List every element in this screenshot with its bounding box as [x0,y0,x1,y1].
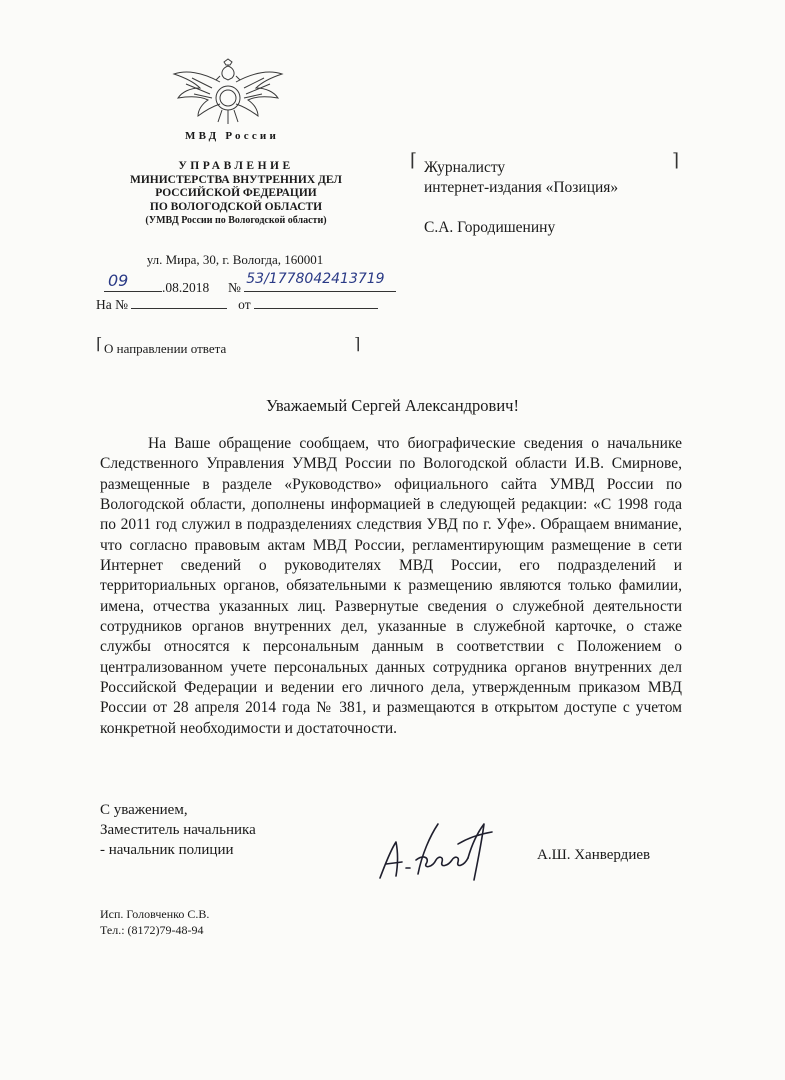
handwritten-number: 53/1778042413719 [246,271,385,287]
agency-short-name: МВД России [184,130,279,142]
recipient-block [424,158,618,238]
department-line: УПРАВЛЕНИЕ [178,160,294,172]
bracket-right-corner: ⌉ [672,150,680,170]
from-field [254,294,378,309]
department-line: МИНИСТЕРСТВА ВНУТРЕННИХ ДЕЛ [129,173,343,186]
printed-date: .08.2018 [162,280,210,295]
handwritten-signature [372,804,512,884]
recipient-organization: интернет-издания «Позиция» [424,179,619,196]
department-line: РОССИЙСКОЙ ФЕДЕРАЦИИ [155,187,317,199]
recipient-name: С.А. Городишенину [424,219,556,236]
executor-name: Исп. Головченко С.В. [100,907,210,921]
bracket-right-corner: ⌉ [354,336,361,353]
executor-phone: Тел.: (8172)79-48-94 [100,923,204,937]
letter-subject: О направлении ответа [104,341,227,356]
bracket-left-corner: ⌈ [410,150,418,170]
closing-block [100,800,256,860]
registration-row [104,271,396,296]
from-label: от [238,297,251,312]
closing-regards: С уважением, [100,802,188,818]
date-field [104,271,162,292]
body-paragraph: На Ваше обращение сообщаем, что биографические сведения о начальнике Следственного Управления УМВД России по Вологодской области И.В. Смирнове, размещенные в разделе «Руководство» официального сайта УМВД России по Вологодской области, дополнены информацией в следующей редакции: «С 1998 года по 2011 год служил в подразделениях следствия УВД по г. Уфе». Обращаем внимание, что согласно правовым актам МВД России, регламентирующим размещение в сети Интернет сведений о руководителях МВД России, его подразделений и территориальных органов, обязательными к размещению являются только фамилии, имена, отчества указанных лиц. Развернутые сведения о служебной деятельности сотрудников органов внутренних дел, указанные в служебной карточке, о стаже службы относятся к персональным данным в соответствии с Положением о централизованном учете персональных данных сотрудника органов внутренних дел Российской Федерации и ведении его личного дела, утвержденным приказом МВД России от 28 апреля 2014 года № 381, и размещаются в открытом доступе с учетом конкретной необходимости и достаточности. [100,435,682,737]
number-label: № [228,280,241,295]
department-line: ПО ВОЛОГОДСКОЙ ОБЛАСТИ [149,200,323,213]
reply-to-label: На № [96,297,128,312]
reply-to-row [96,294,378,313]
letter-body [100,434,682,739]
signer-position: Заместитель начальника [100,822,256,838]
number-field [244,271,396,292]
bracket-left-corner: ⌈ [96,336,103,353]
greeting: Уважаемый Сергей Александрович! [266,396,519,415]
signer-position-2: - начальник полиции [100,842,234,858]
handwritten-day: 09 [108,271,129,290]
reply-to-field [131,294,227,309]
department-address: ул. Мира, 30, г. Вологда, 160001 [146,252,324,267]
signer-name: А.Ш. Ханвердиев [537,847,651,863]
department-header [100,160,372,228]
double-headed-eagle-emblem-icon [172,58,284,126]
executor-block [100,906,209,938]
recipient-title: Журналисту [424,159,506,176]
department-abbreviation: (УМВД России по Вологодской области) [145,215,327,226]
